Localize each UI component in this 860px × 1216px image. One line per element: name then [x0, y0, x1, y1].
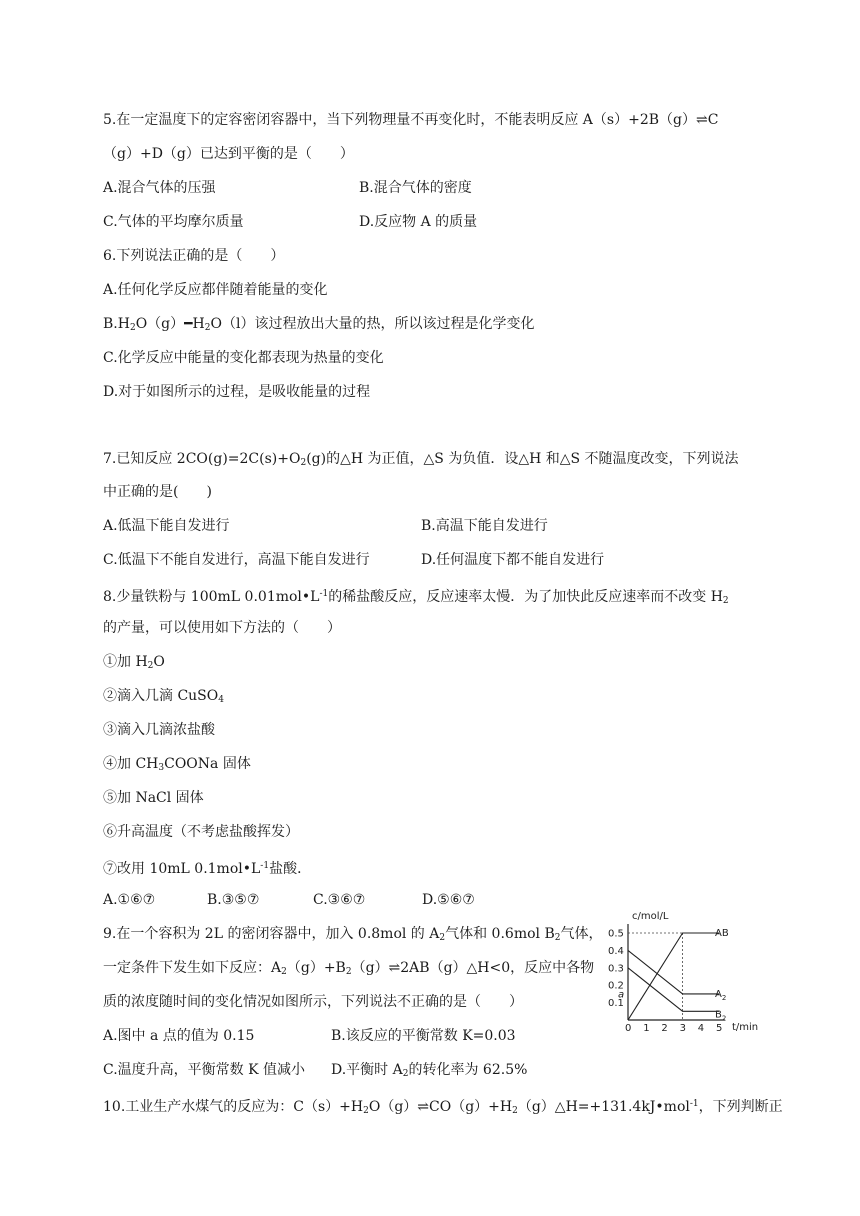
q7-option-d: D.任何温度下都不能自发进行	[421, 552, 605, 568]
series-label-ab: AB	[715, 928, 729, 939]
q5-stem-line1: 5.在一定温度下的定容密闭容器中，当下列物理量不再变化时，不能表明反应 A（s）+2B（g）⇌C	[103, 112, 719, 128]
q7-option-c: C.低温下不能自发进行，高温下能自发进行	[103, 552, 370, 568]
series-label-b2: $B_2$	[715, 1009, 727, 1023]
series-line-a2	[628, 950, 719, 994]
x-tick-label: 4	[697, 1023, 705, 1032]
q8-stem-line1: 8.少量铁粉与 100mL $0.01mol•L^{-1}$的稀盐酸反应，反应速率太慢．为了加快此反应速率而不改变 $H_2$	[103, 589, 729, 606]
q8-option-a: A.①⑥⑦	[103, 892, 156, 908]
q8-option-c: C.③⑥⑦	[313, 892, 366, 908]
q5-option-a: A.混合气体的压强	[103, 180, 216, 196]
q10-stem: 10.工业生产水煤气的反应为：$C(s)+H_2O(g)\rightleftharpoons CO(g)+H_2(g)\triangle H=+131.4kJ•mol^{-1}$，下列判断正	[103, 1099, 783, 1116]
y-tick-label: 0.3	[608, 963, 624, 975]
q5-option-d: D.反应物 A 的质量	[359, 214, 478, 230]
series-label-subscript: 2	[721, 1014, 727, 1023]
q5-stem-line2: （g）+D（g）已达到平衡的是（ ）	[103, 146, 354, 162]
series-line-ab	[628, 933, 719, 1020]
q6-option-a: A.任何化学反应都伴随着能量的变化	[103, 282, 328, 298]
q8-method-2: ②滴入几滴 CuSO$_4$	[103, 688, 224, 705]
q8-stem-line2: 的产量，可以使用如下方法的（ ）	[103, 620, 341, 636]
q9-option-c: C.温度升高，平衡常数 K 值减小	[103, 1062, 306, 1078]
q9-stem-line2: 一定条件下发生如下反应：$A_2(g)+B_2(g)\rightleftharpoons 2AB(g)\triangle H<0$，反应中各物	[103, 960, 595, 977]
q9-stem-line3: 质的浓度随时间的变化情况如图所示，下列说法不正确的是（ ）	[103, 994, 523, 1010]
q9-stem-line1: 9.在一个容积为 2L 的密闭容器中，加入 0.8mol 的 $A_2$气体和 0.6mol $B_2$气体，	[103, 926, 603, 943]
x-tick-label: 0	[625, 1023, 632, 1032]
q5-option-b: B.混合气体的密度	[359, 180, 472, 196]
q6-option-c: C.化学反应中能量的变化都表现为热量的变化	[103, 350, 384, 366]
y-tick-label: a	[618, 989, 625, 1001]
q7-stem-line2: 中正确的是( )	[103, 484, 212, 500]
x-tick-label: 1	[643, 1023, 650, 1032]
series-line-b2	[628, 968, 719, 1012]
concentration-time-chart	[606, 908, 762, 1032]
q9-option-d: D.平衡时 $A_2$的转化率为 62.5%	[331, 1062, 528, 1079]
series-label-subscript: 2	[721, 993, 727, 1002]
y-tick-label: 0.4	[608, 945, 624, 957]
q6-option-d: D.对于如图所示的过程，是吸收能量的过程	[103, 384, 371, 400]
q8-method-3: ③滴入几滴浓盐酸	[103, 722, 215, 738]
y-tick-label: 0.2	[608, 980, 624, 992]
q7-stem-line1: 7.已知反应 $2CO(g)=2C(s)+O_2(g)$的△H 为正值，△S 为负值．设△H 和△S 不随温度改变，下列说法	[103, 451, 739, 468]
q6-stem: 6.下列说法正确的是（ ）	[103, 248, 285, 264]
q8-option-b: B.③⑤⑦	[207, 892, 260, 908]
q5-option-c: C.气体的平均摩尔质量	[103, 214, 244, 230]
q9-option-b: B.该反应的平衡常数 K=0.03	[331, 1028, 516, 1044]
y-tick-label: 0.5	[608, 928, 624, 940]
chart-ylabel: c/mol/L	[632, 911, 669, 922]
x-tick-label: 3	[679, 1023, 686, 1032]
series-label-a2: $A_2$	[715, 988, 727, 1002]
x-tick-label: 5	[716, 1023, 723, 1032]
q8-option-d: D.⑤⑥⑦	[422, 892, 475, 908]
y-tick-label: 0.1	[608, 998, 624, 1010]
q7-option-b: B.高温下能自发进行	[421, 518, 548, 534]
q8-method-5: ⑤加 NaCl 固体	[103, 790, 204, 806]
q8-method-4: ④加 $CH_3COONa$ 固体	[103, 756, 251, 773]
x-tick-label: 2	[661, 1023, 668, 1032]
q8-method-1: ①加 $H_2O$	[103, 654, 165, 671]
q6-option-b: $B.H_2O(g)━H_2O(l)$该过程放出大量的热，所以该过程是化学变化	[103, 316, 535, 333]
q8-method-7: ⑦改用 10mL $0.1mol•L^{-1}$盐酸．	[103, 861, 312, 877]
q8-method-6: ⑥升高温度（不考虑盐酸挥发）	[103, 824, 299, 840]
q9-option-a: A.图中 a 点的值为 0.15	[103, 1028, 255, 1044]
q7-option-a: A.低温下能自发进行	[103, 518, 230, 534]
chart-xlabel: t/min	[732, 1022, 759, 1032]
